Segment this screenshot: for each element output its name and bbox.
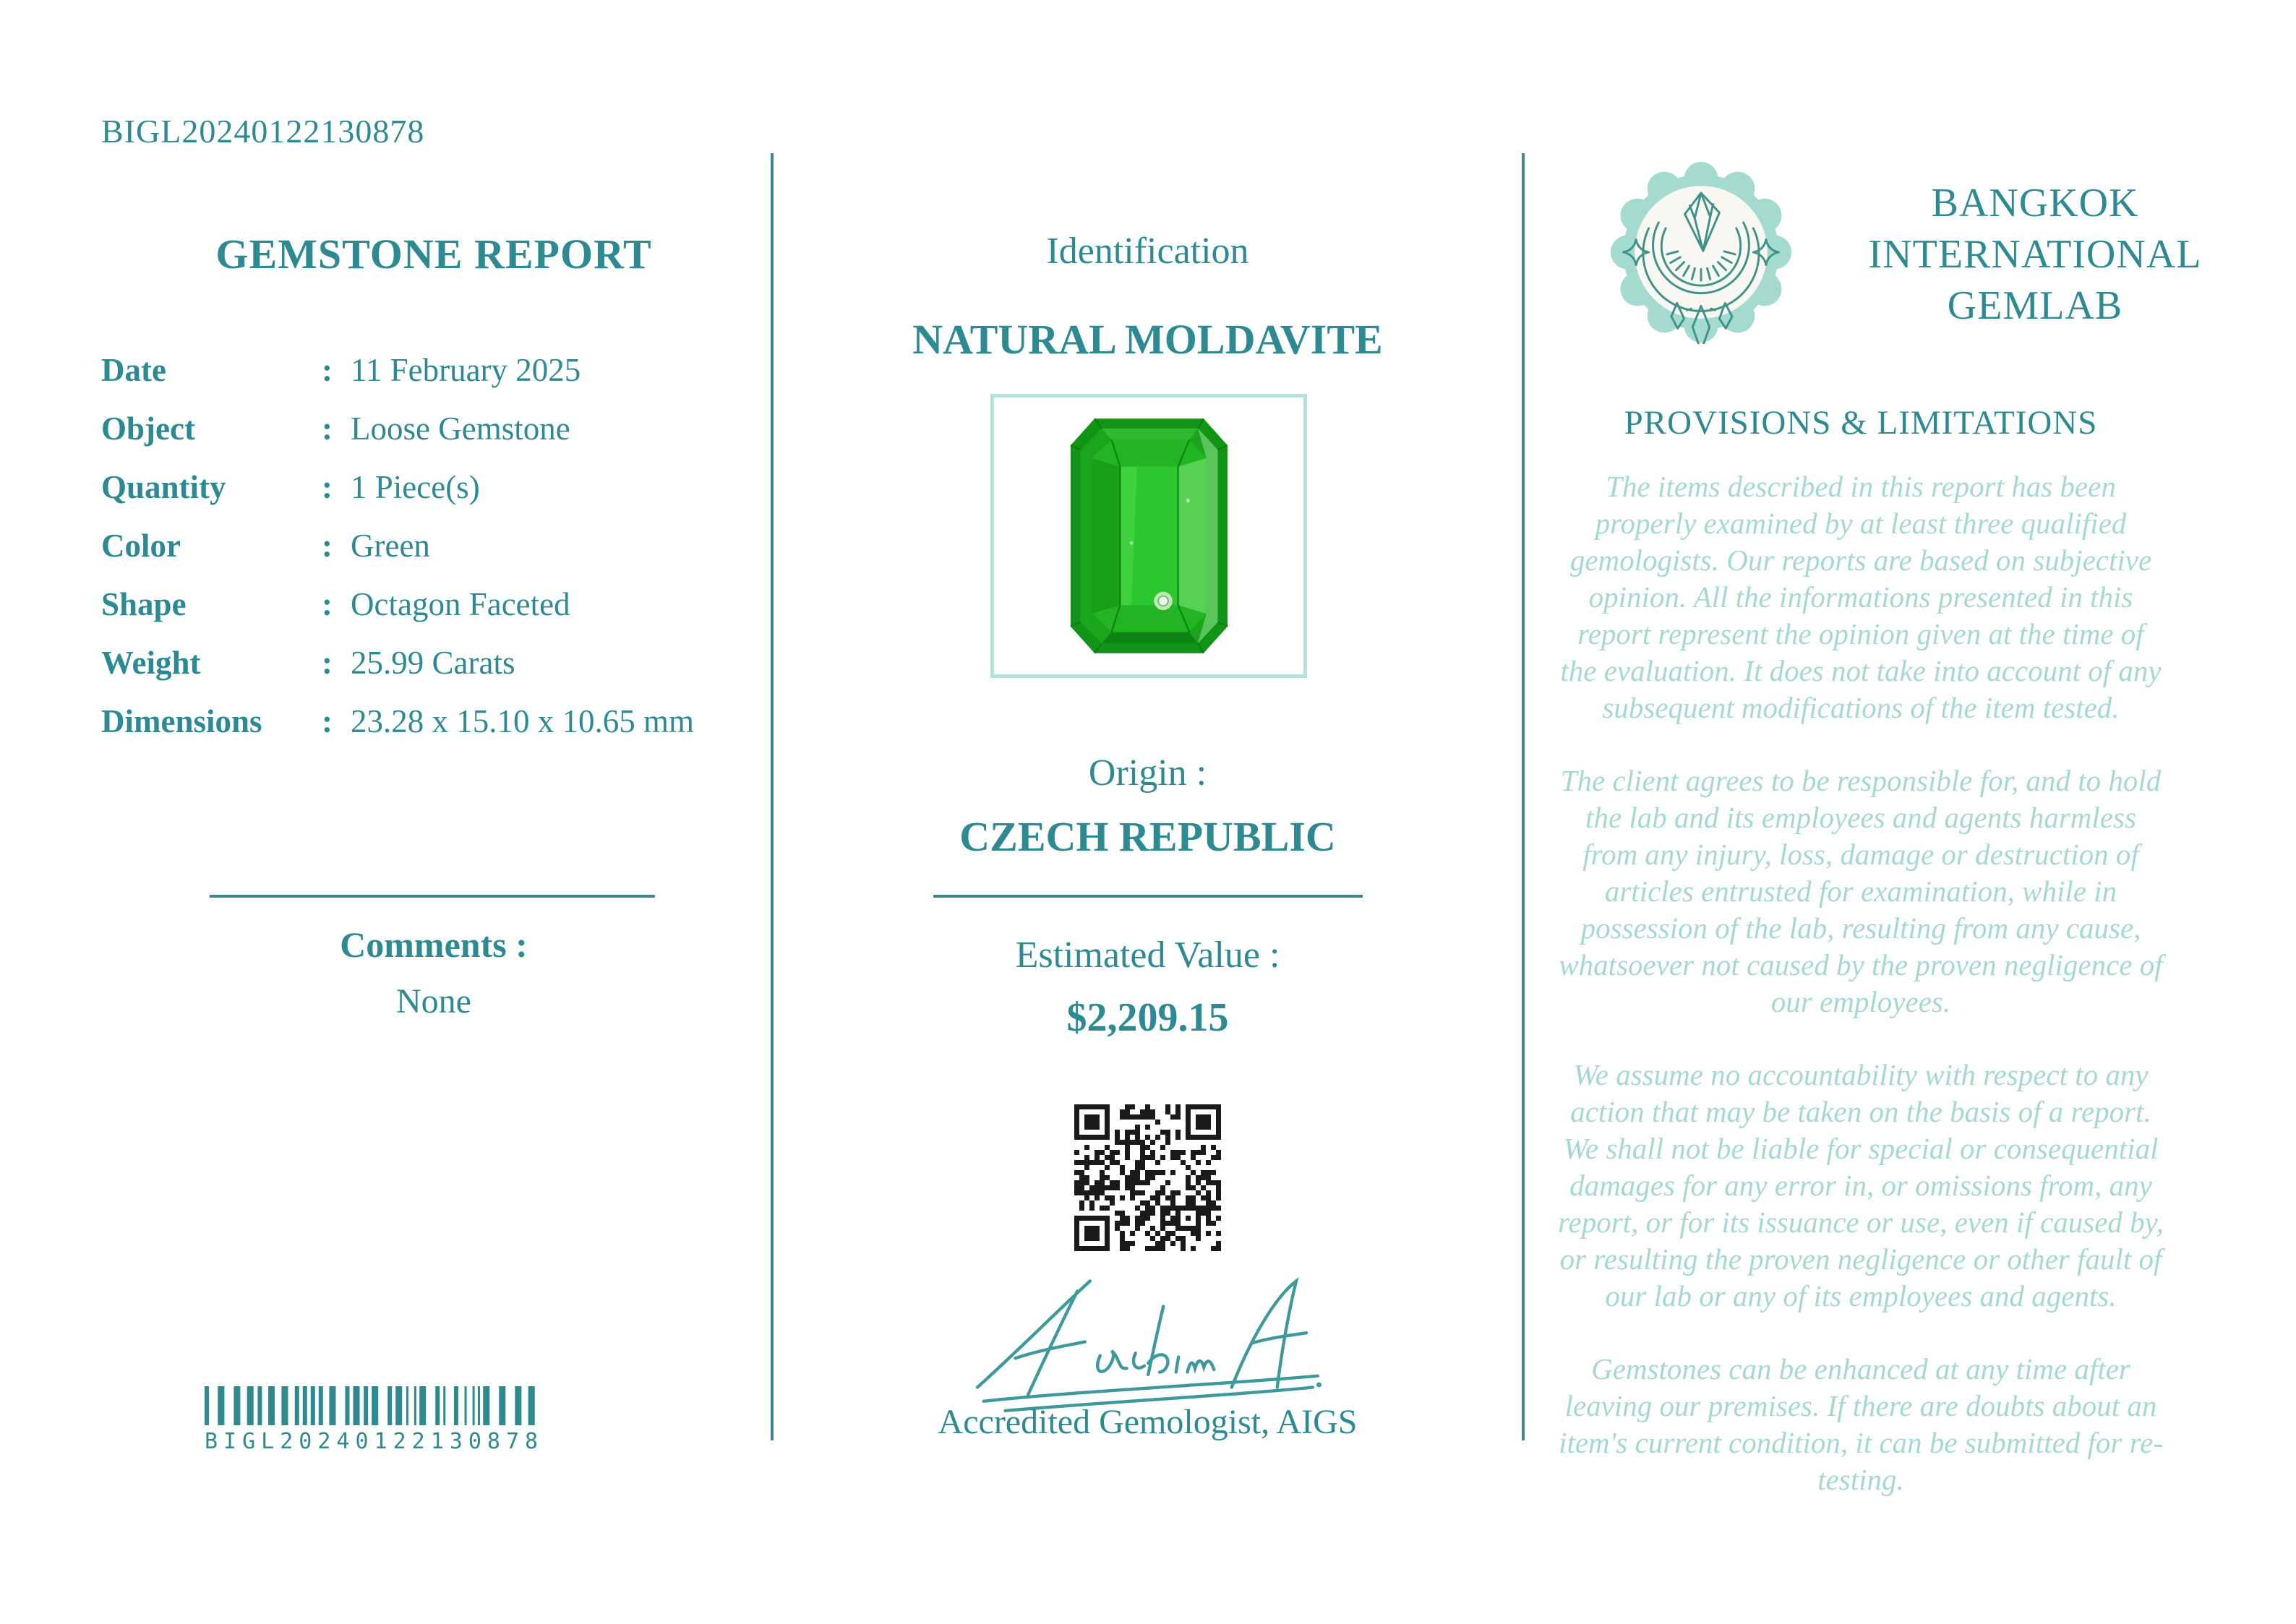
field-value: 1 Piece(s) — [351, 469, 480, 505]
report-title: GEMSTONE REPORT — [215, 231, 652, 278]
provisions-title: PROVISIONS & LIMITATIONS — [1624, 404, 2098, 442]
comments-label: Comments : — [340, 924, 528, 965]
gem-photo-frame — [990, 394, 1307, 678]
lab-name-line: BANGKOK — [1931, 181, 2139, 225]
field-label: Shape — [101, 586, 187, 622]
field-value: Green — [351, 528, 430, 564]
field-colon: : — [322, 703, 333, 739]
lab-name — [1840, 178, 2230, 332]
field-row-weight — [101, 634, 781, 692]
field-value: 23.28 x 15.10 x 10.65 mm — [351, 703, 695, 739]
gem-image — [1068, 415, 1230, 657]
field-value: Loose Gemstone — [351, 411, 570, 447]
gemologist-credit: Accredited Gemologist, AIGS — [938, 1403, 1358, 1441]
origin-value: CZECH REPUBLIC — [959, 813, 1336, 860]
lab-name-line: GEMLAB — [1947, 283, 2123, 328]
value-divider — [933, 895, 1363, 898]
field-label: Quantity — [101, 469, 226, 505]
field-label: Color — [101, 528, 181, 564]
barcode — [205, 1386, 544, 1454]
barcode-icon — [205, 1386, 541, 1425]
estimated-value-amount: $2,209.15 — [1066, 995, 1229, 1040]
field-value: 11 February 2025 — [351, 352, 581, 388]
provisions-paragraph: The client agrees to be responsible for, and to hold the lab and its employees and agents harmless from any injury, loss, damage or destruction of articles entrusted for examination, while in possession of the lab, resulting from any cause, whatsoever not caused by the proven negligence of our employees. — [1559, 764, 2163, 1018]
comments-divider — [210, 895, 655, 898]
field-colon: : — [322, 528, 333, 564]
report-number: BIGL20240122130878 — [101, 113, 425, 150]
field-value: Octagon Faceted — [351, 586, 570, 622]
identification-heading: Identification — [1046, 231, 1249, 272]
field-row-shape — [101, 575, 781, 634]
field-row-quantity — [101, 458, 781, 517]
provisions-paragraphs — [1557, 468, 2164, 1534]
gem-name: NATURAL MOLDAVITE — [912, 316, 1383, 363]
origin-label: Origin : — [1088, 752, 1207, 794]
signature-icon — [961, 1263, 1337, 1415]
lab-name-line: INTERNATIONAL — [1868, 232, 2202, 277]
provisions-paragraph: The items described in this report has been properly examined by at least three qualified gemologists. Our reports are based on subjective opinion. All the informations presented in this report represent the opinion given at the time of the evaluation. It does not take into account of any subsequent modifications of the item tested. — [1560, 470, 2162, 724]
provisions-paragraph: Gemstones can be enhanced at any time after leaving our premises. If there are doubts about an item's current condition, it can be submitted for re-testing. — [1559, 1352, 2163, 1496]
field-row-dimensions — [101, 692, 781, 751]
qr-code — [1074, 1104, 1221, 1251]
lab-logo — [1609, 160, 1793, 344]
comments-value: None — [396, 982, 471, 1021]
field-label: Object — [101, 411, 195, 447]
field-colon: : — [322, 469, 333, 505]
provisions-paragraph: We assume no accountability with respect to any action that may be taken on the basis of a report. We shall not be liable for special or consequential damages for any error in, or omissions from, any report, or for its issuance or use, even if caused by, or resulting the proven negligence or other fault of our lab or any of its employees and agents. — [1558, 1058, 2164, 1312]
report-fields — [101, 341, 781, 751]
field-colon: : — [322, 411, 333, 447]
field-colon: : — [322, 645, 333, 681]
field-value: 25.99 Carats — [351, 645, 515, 681]
estimated-value-label: Estimated Value : — [1015, 935, 1280, 976]
lab-logo-icon — [1609, 160, 1793, 344]
field-label: Dimensions — [101, 703, 262, 739]
field-colon: : — [322, 586, 333, 622]
qr-code-icon — [1074, 1104, 1221, 1251]
field-row-date — [101, 341, 781, 400]
field-row-object — [101, 400, 781, 458]
field-row-color — [101, 517, 781, 575]
field-label: Weight — [101, 645, 201, 681]
field-colon: : — [322, 352, 333, 388]
field-label: Date — [101, 352, 166, 388]
signature — [961, 1263, 1337, 1415]
barcode-text: BIGL20240122130878 — [205, 1429, 544, 1454]
